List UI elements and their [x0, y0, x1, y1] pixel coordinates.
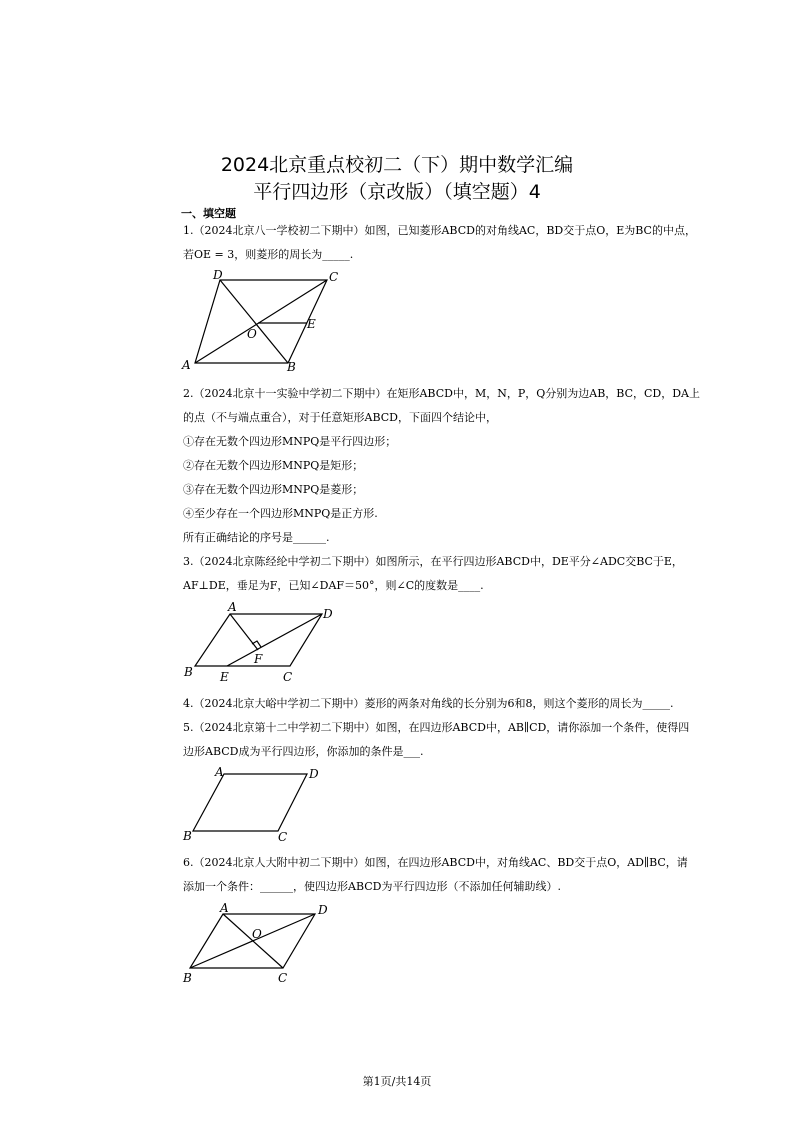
- q3-text-line2: AF⊥DE，垂足为F，已知∠DAF＝50°，则∠C的度数是____.: [183, 579, 484, 592]
- q2-item-3: ③存在无数个四边形MNPQ是菱形；: [183, 483, 364, 496]
- q2-item-4: ④至少存在一个四边形MNPQ是正方形.: [183, 507, 378, 520]
- q1-label-c: C: [329, 270, 339, 284]
- q5-text-line1: 5.（2024北京第十二中学初二下期中）如图，在四边形ABCD中，AB∥CD，请你添加一个条件，使得四: [183, 721, 690, 734]
- q3-label-b: B: [184, 665, 193, 679]
- q6-text-line2: 添加一个条件：______，使四边形ABCD为平行四边形（不添加任何辅助线）.: [183, 880, 561, 893]
- document-title-line1: 2024北京重点校初二（下）期中数学汇编: [220, 154, 574, 176]
- q1-label-e: E: [307, 317, 316, 331]
- page-number-footer: 第1页/共14页: [362, 1075, 432, 1088]
- q3-label-d: D: [323, 607, 333, 621]
- q3-label-e: E: [220, 670, 229, 684]
- q4-text-line1: 4.（2024北京大峪中学初二下期中）菱形的两条对角线的长分别为6和8，则这个菱形的周长为_____.: [183, 697, 674, 710]
- q5-text-line2: 边形ABCD成为平行四边形，你添加的条件是___.: [183, 745, 424, 758]
- document-title-line2: 平行四边形（京改版）（填空题）4: [253, 181, 541, 203]
- q1-label-b: B: [287, 360, 296, 374]
- q5-quadrilateral-figure: [180, 764, 330, 844]
- section-heading: 一、填空题: [181, 207, 236, 220]
- q5-label-c: C: [278, 830, 288, 844]
- q6-label-b: B: [183, 971, 192, 985]
- q6-label-d: D: [318, 903, 328, 917]
- q3-label-a: A: [228, 600, 237, 614]
- q5-label-a: A: [215, 765, 224, 779]
- q6-label-c: C: [278, 971, 288, 985]
- q5-label-b: B: [183, 829, 192, 843]
- q3-text-line1: 3.（2024北京陈经纶中学初二下期中）如图所示，在平行四边形ABCD中，DE平分∠ADC交BC于E，: [183, 555, 683, 568]
- q1-text-line2: 若OE = 3，则菱形的周长为_____.: [183, 248, 354, 261]
- q2-item-1: ①存在无数个四边形MNPQ是平行四边形；: [183, 435, 397, 448]
- q1-text-line1: 1.（2024北京八一学校初二下期中）如图，已知菱形ABCD的对角线AC，BD交于点O，E为BC的中点，: [183, 224, 696, 237]
- q6-label-o: O: [252, 927, 262, 941]
- q3-parallelogram-figure: [180, 600, 345, 685]
- q3-label-f: F: [254, 652, 263, 666]
- q2-text-line2: 的点（不与端点重合），对于任意矩形ABCD，下面四个结论中，: [183, 411, 497, 424]
- q1-label-a: A: [182, 358, 191, 372]
- q2-item-2: ②存在无数个四边形MNPQ是矩形；: [183, 459, 364, 472]
- q5-label-d: D: [309, 767, 319, 781]
- q1-rhombus-figure: [180, 268, 345, 378]
- q3-label-c: C: [283, 670, 293, 684]
- q6-label-a: A: [220, 901, 229, 915]
- q1-label-d: D: [213, 268, 223, 282]
- q2-answer-line: 所有正确结论的序号是______.: [183, 531, 330, 544]
- q6-quadrilateral-figure: [180, 900, 340, 988]
- q2-text-line1: 2.（2024北京十一实验中学初二下期中）在矩形ABCD中，M，N，P，Q分别为边AB，BC，CD，DA上: [183, 387, 700, 400]
- q1-label-o: O: [247, 327, 257, 341]
- q6-text-line1: 6.（2024北京人大附中初二下期中）如图，在四边形ABCD中，对角线AC、BD交于点O，AD∥BC，请: [183, 856, 688, 869]
